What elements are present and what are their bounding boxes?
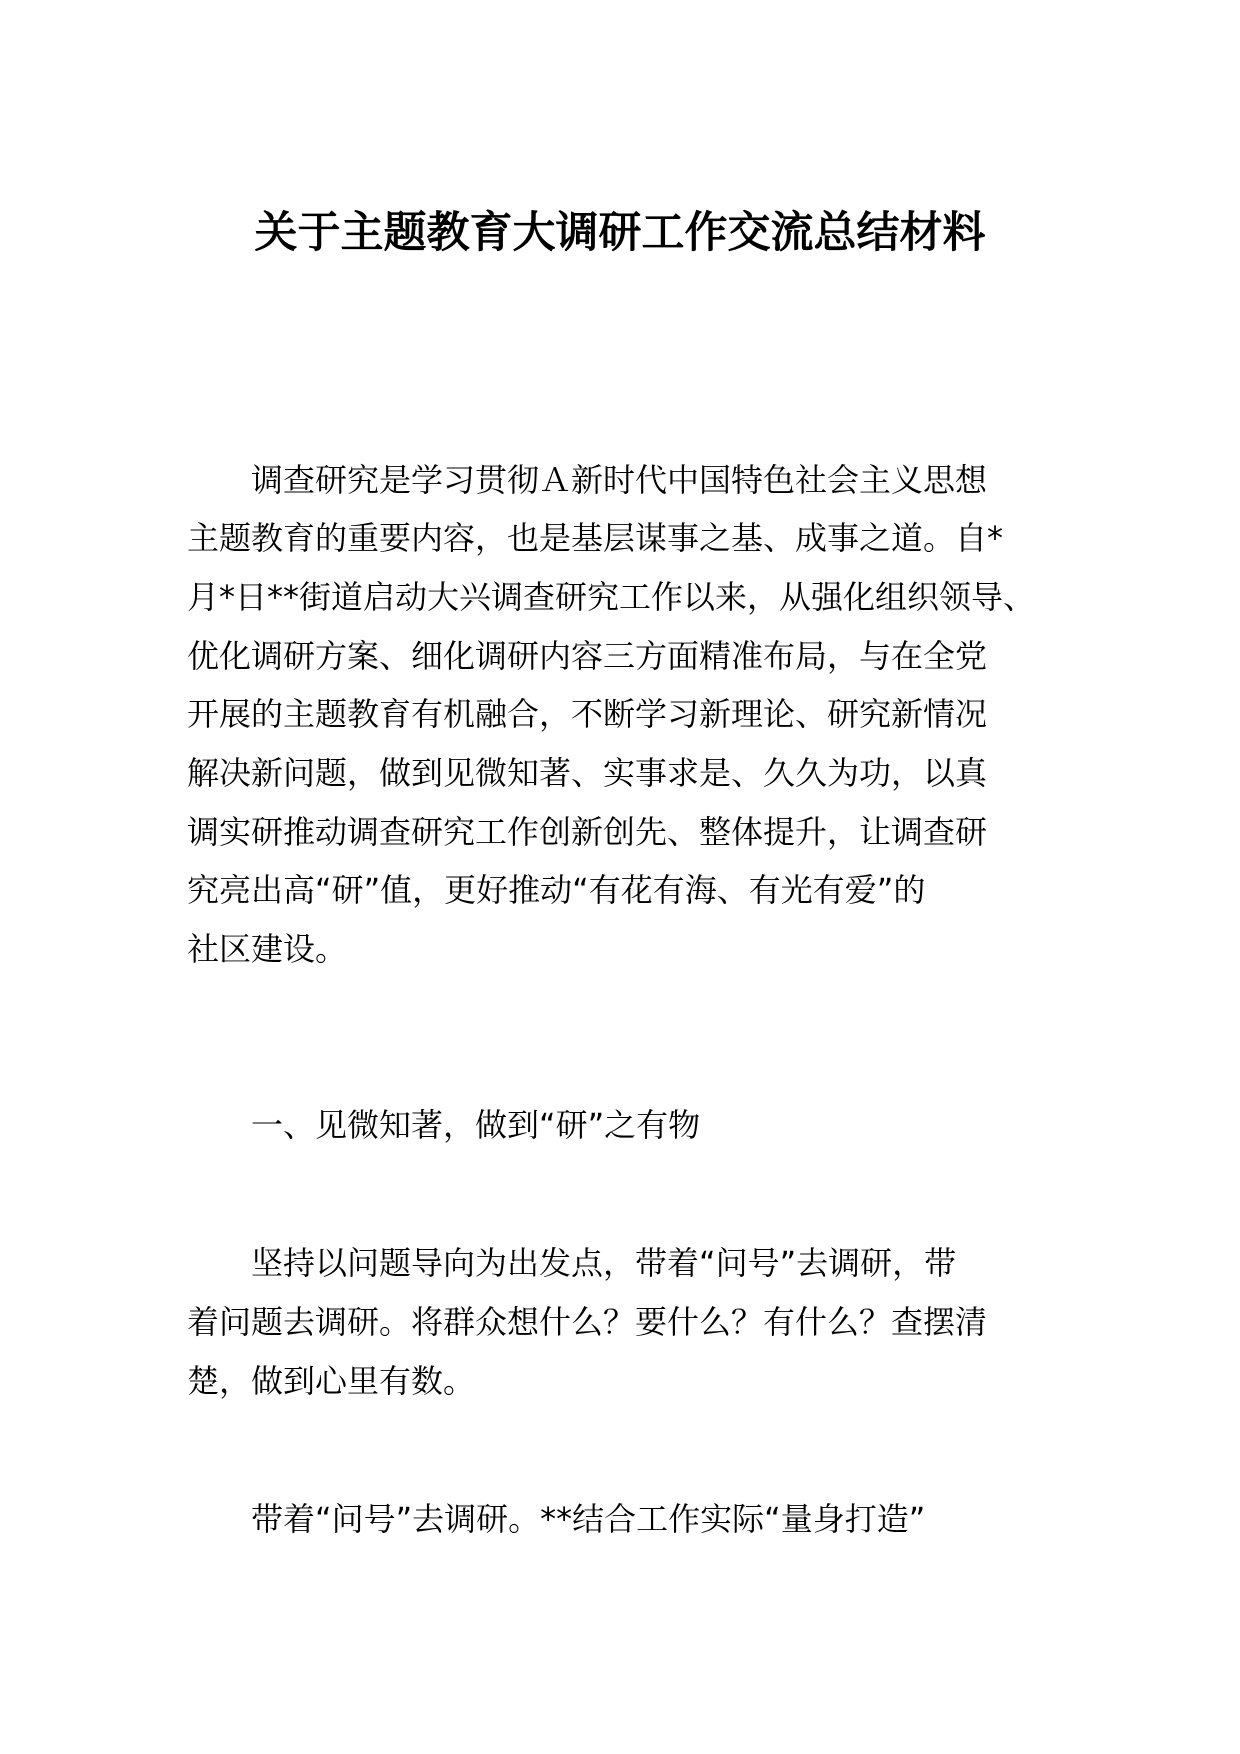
paragraph-line: 究亮出高“研”值，更好推动“有花有海、有光有爱”的: [187, 871, 926, 909]
paragraph-line: 调实研推动调查研究工作创新创先、整体提升，让调查研: [187, 813, 988, 851]
paragraph-line: 解决新问题，做到见微知著、实事求是、久久为功，以真: [187, 754, 988, 792]
paragraph-line: 调查研究是学习贯彻Ａ新时代中国特色社会主义思想: [251, 461, 988, 499]
paragraph-line: 主题教育的重要内容，也是基层谋事之基、成事之道。自*: [187, 519, 1004, 557]
paragraph-line: 带着“问号”去调研。**结合工作实际“量身打造”: [251, 1500, 926, 1538]
section-heading: 一、见微知著，做到“研”之有物: [251, 1106, 701, 1144]
paragraph-line: 开展的主题教育有机融合，不断学习新理论、研究新情况: [187, 695, 988, 733]
paragraph-line: 月*日**街道启动大兴调查研究工作以来，从强化组织领导、: [187, 578, 1036, 616]
paragraph-line: 优化调研方案、细化调研内容三方面精准布局，与在全党: [187, 637, 988, 675]
paragraph-line: 坚持以问题导向为出发点，带着“问号”去调研，带: [251, 1244, 957, 1282]
paragraph-line: 楚，做到心里有数。: [187, 1362, 476, 1400]
document-title: 关于主题教育大调研工作交流总结材料: [254, 208, 986, 258]
paragraph-line: 着问题去调研。将群众想什么？要什么？有什么？查摆清: [187, 1303, 988, 1341]
paragraph-line: 社区建设。: [187, 930, 348, 968]
